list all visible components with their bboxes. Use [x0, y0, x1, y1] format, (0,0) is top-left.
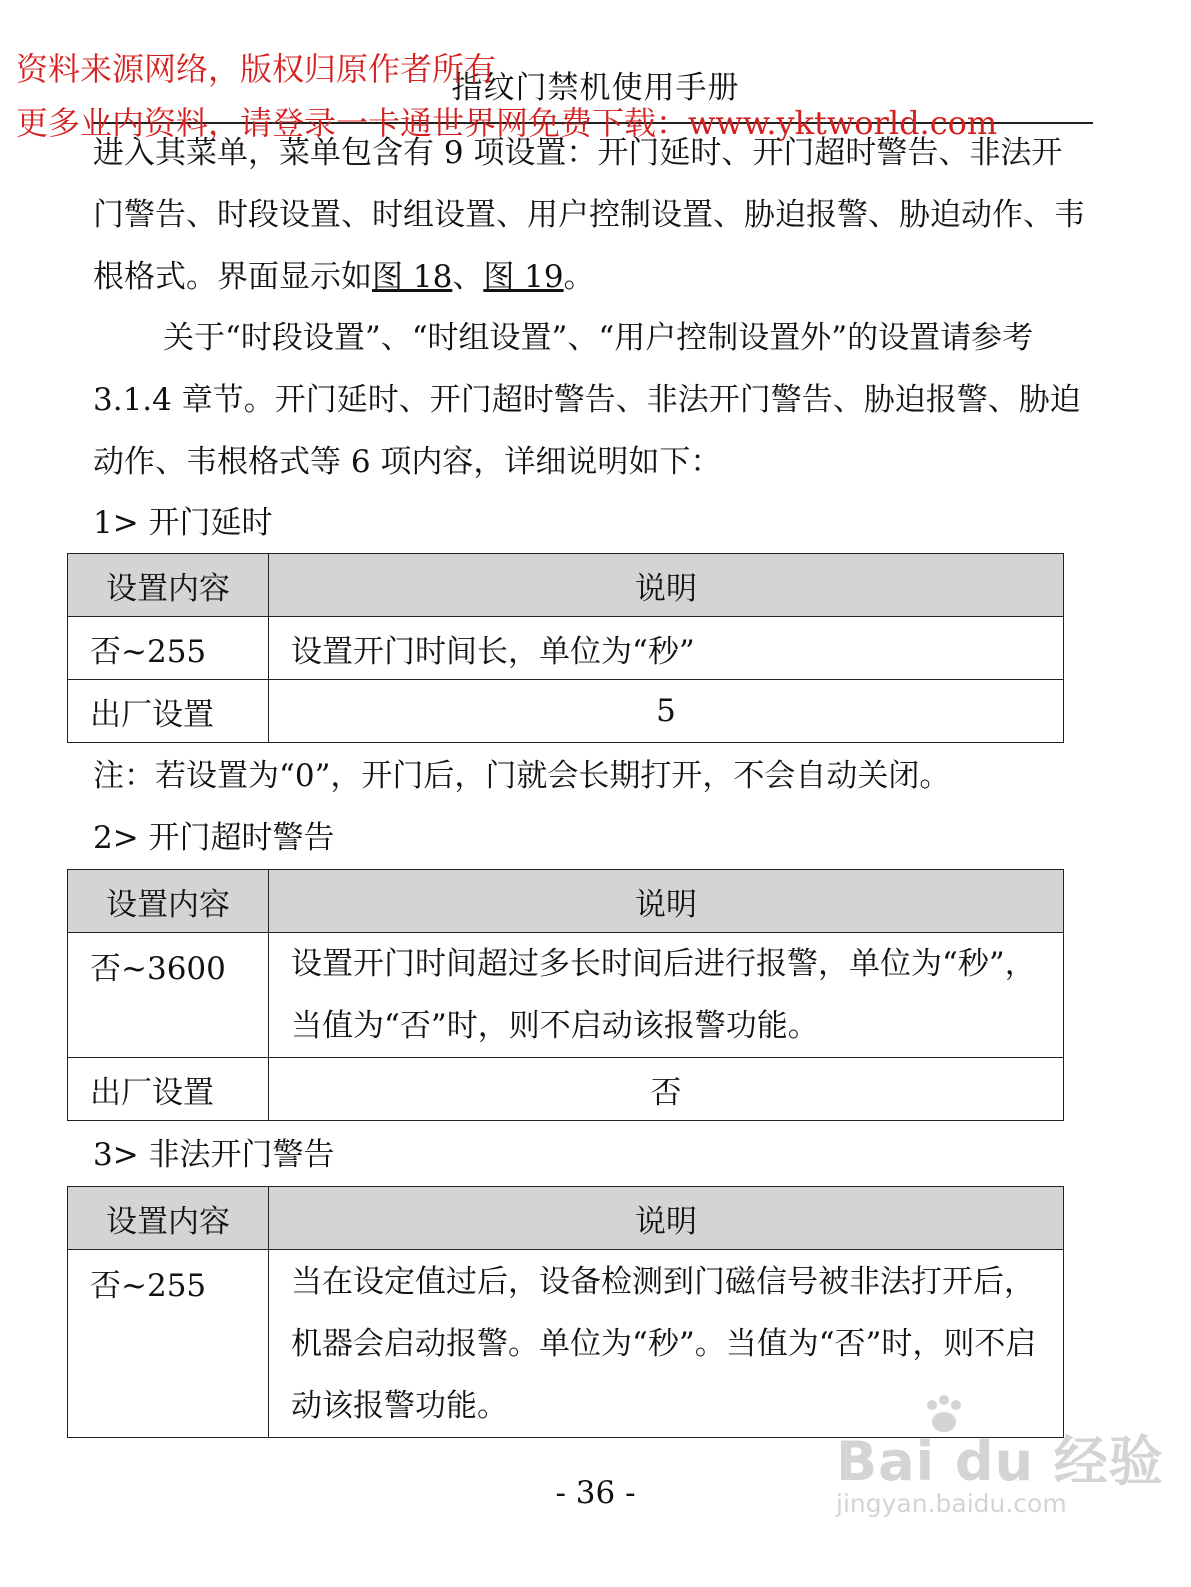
intro-paragraph-2	[93, 307, 1093, 493]
figure-ref-18[interactable]: 图 18	[372, 259, 453, 295]
intro-text-2: 关于“时段设置”、“时组设置”、“用户控制设置外”的设置请参考 3.1.4 章节。开门延时、开门超时警告、非法开门警告、胁迫报警、胁迫动作、韦根格式等 6 项内容，详细说明如下：	[93, 320, 1081, 480]
settings-table-2	[67, 869, 1064, 1121]
intro-end: 。	[563, 259, 595, 295]
note-text: 注：若设置为“0”，开门后，门就会长期打开，不会自动关闭。	[93, 758, 951, 794]
range-cell: 否~3600	[68, 933, 269, 1058]
table-row	[68, 680, 1064, 743]
col-header-setting: 设置内容	[68, 870, 269, 933]
section-heading-3: 3> 非法开门警告	[93, 1137, 335, 1173]
description-cell: 当在设定值过后，设备检测到门磁信号被非法打开后，机器会启动报警。单位为“秒”。当值为“否”时，则不启动该报警功能。	[269, 1250, 1064, 1438]
baidu-brand-text: Bai du 经验	[836, 1430, 1164, 1493]
table-header-row	[68, 1187, 1064, 1250]
range-cell: 否~255	[68, 617, 269, 680]
col-header-description: 说明	[269, 1187, 1064, 1250]
factory-label-cell: 出厂设置	[68, 680, 269, 743]
factory-label-cell: 出厂设置	[68, 1058, 269, 1121]
table-row	[68, 933, 1064, 1058]
intro-paragraph-1	[93, 122, 1093, 308]
table-header-row	[68, 870, 1064, 933]
col-header-setting: 设置内容	[68, 554, 269, 617]
col-header-setting: 设置内容	[68, 1187, 269, 1250]
factory-value-cell: 否	[269, 1058, 1064, 1121]
range-cell: 否~255	[68, 1250, 269, 1438]
ref-separator: 、	[452, 259, 484, 295]
settings-table-1	[67, 553, 1064, 743]
page-number: - 36 -	[555, 1475, 636, 1511]
intro-text: 进入其菜单，菜单包含有 9 项设置：开门延时、开门超时警告、非法开门警告、时段设置、时组设置、用户控制设置、胁迫报警、胁迫动作、韦根格式。界面显示如	[93, 135, 1085, 295]
description-cell: 设置开门时间长，单位为“秒”	[269, 617, 1064, 680]
section-heading-2: 2> 开门超时警告	[93, 820, 335, 856]
watermark-line-1: 资料来源网络，版权归原作者所有	[16, 50, 497, 88]
page-header-title: 指纹门禁机使用手册	[451, 70, 740, 106]
figure-ref-19[interactable]: 图 19	[483, 259, 564, 295]
table-row	[68, 1058, 1064, 1121]
watermark-line-2: 更多业内资料，请登录一卡通世界网免费下载：www.yktworld.com	[16, 104, 998, 142]
table-header-row	[68, 554, 1064, 617]
col-header-description: 说明	[269, 554, 1064, 617]
baidu-url-text: jingyan.baidu.com	[836, 1489, 1067, 1518]
table-row	[68, 617, 1064, 680]
section-heading-1: 1> 开门延时	[93, 505, 273, 541]
description-cell: 设置开门时间超过多长时间后进行报警，单位为“秒”，当值为“否”时，则不启动该报警功能。	[269, 933, 1064, 1058]
col-header-description: 说明	[269, 870, 1064, 933]
factory-value-cell: 5	[269, 680, 1064, 743]
